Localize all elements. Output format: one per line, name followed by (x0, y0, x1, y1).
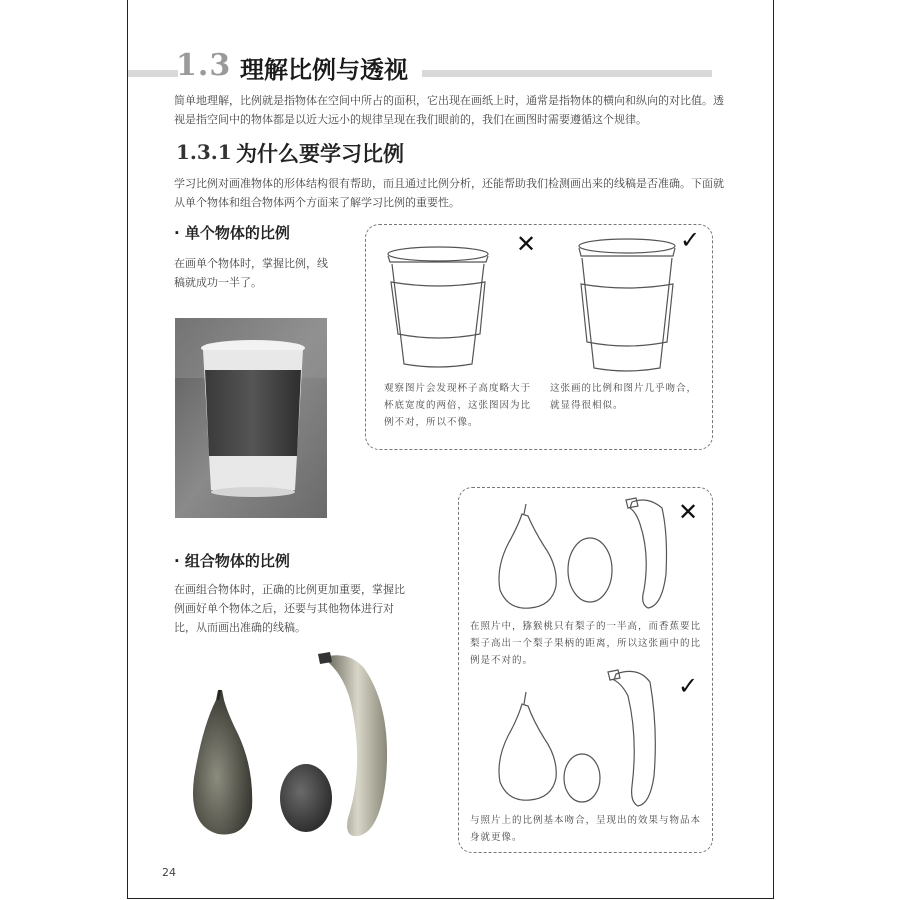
page-number: 24 (162, 866, 176, 879)
heading-rule-right (422, 70, 712, 77)
group-object-desc: 在画组合物体时，正确的比例更加重要，掌握比例画好单个物体之后，还要与其他物体进行对比，从而画出准确的线稿。 (174, 583, 405, 634)
subsection-title: 为什么要学习比例 (236, 142, 404, 166)
wrong-cup-note: 观察图片会发现杯子高度略大于杯底宽度的两倍，这张图因为比例不对，所以不像。 (384, 383, 532, 428)
right-cup-note: 这张画的比例和图片几乎吻合，就显得很相似。 (550, 383, 698, 411)
wrong-mark-icon: ✕ (516, 230, 537, 258)
cup-photo (175, 318, 327, 518)
wrong-cup-drawing (378, 242, 498, 372)
single-object-desc: 在画单个物体时，掌握比例，线稿就成功一半了。 (174, 257, 328, 289)
group-object-title: · 组合物体的比例 (174, 552, 290, 570)
single-object-title: · 单个物体的比例 (174, 224, 290, 242)
right-fruit-note: 与照片上的比例基本吻合，呈现出的效果与物品本身就更像。 (470, 815, 702, 843)
section-number: 1.3 (176, 48, 232, 83)
section-title: 理解比例与透视 (240, 56, 408, 84)
section-intro: 简单地理解，比例就是指物体在空间中所占的面积，它出现在画纸上时，通常是指物体的横向和纵向的对比值。透视是指空间中的物体都是以近大远小的规律呈现在我们眼前的，我们在画图时需要遵循这个规律。 (174, 94, 724, 126)
wrong-fruit-drawing (490, 494, 670, 614)
subsection-number: 1.3.1 (176, 140, 232, 164)
book-page (127, 0, 774, 899)
heading-rule-left (128, 70, 178, 77)
right-fruit-drawing (490, 668, 670, 808)
fruit-photo (180, 648, 410, 848)
group-right-mark-icon: ✓ (678, 672, 699, 700)
wrong-fruit-note: 在照片中，猕猴桃只有梨子的一半高，而香蕉要比梨子高出一个梨子果柄的距离，所以这张画中的比例是不对的。 (470, 621, 702, 666)
group-wrong-mark-icon: ✕ (678, 498, 699, 526)
subsection-intro: 学习比例对画准物体的形体结构很有帮助，而且通过比例分析，还能帮助我们检测画出来的线稿是否准确。下面就从单个物体和组合物体两个方面来了解学习比例的重要性。 (174, 177, 724, 209)
right-mark-icon: ✓ (680, 226, 701, 254)
right-cup-drawing (572, 236, 682, 376)
